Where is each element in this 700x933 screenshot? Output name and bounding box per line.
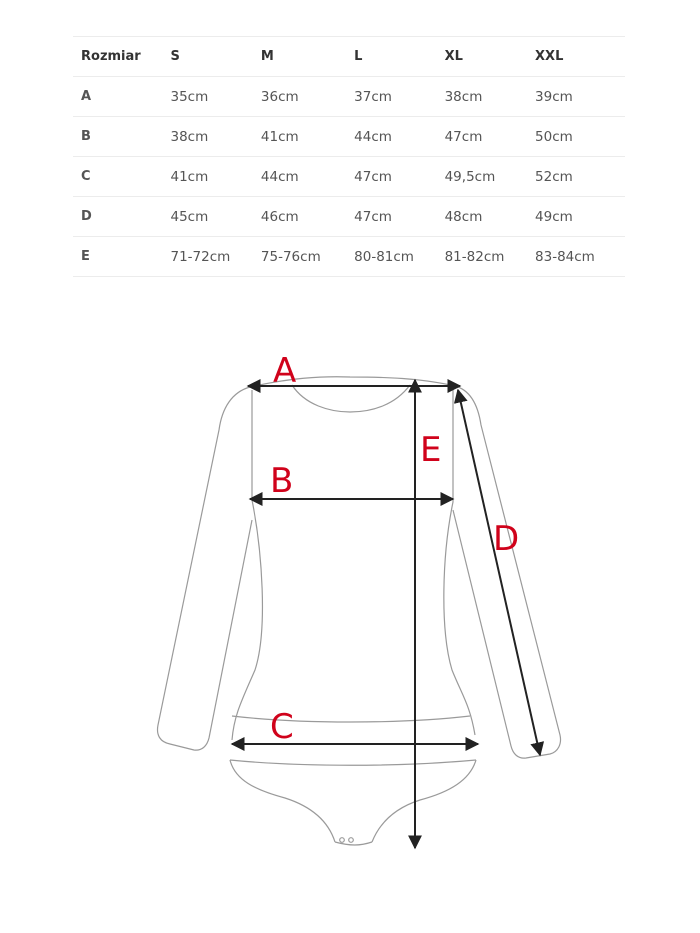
measurement-arrows (232, 380, 540, 848)
table-cell: 49,5cm (437, 157, 527, 197)
arrow-d (458, 390, 540, 755)
row-label: C (73, 157, 162, 197)
row-label: E (73, 237, 162, 277)
label-c: C (270, 707, 294, 747)
table-row (73, 157, 625, 197)
table-cell: 48cm (437, 197, 527, 237)
header-m: M (253, 37, 346, 77)
table-cell: 38cm (162, 117, 252, 157)
header-s: S (162, 37, 252, 77)
label-e: E (420, 430, 442, 470)
table-cell: 49cm (527, 197, 625, 237)
label-d: D (493, 519, 520, 559)
header-xl: XL (437, 37, 527, 77)
row-label: D (73, 197, 162, 237)
table-cell: 41cm (253, 117, 346, 157)
table-cell: 35cm (162, 77, 252, 117)
bodysuit-outline (158, 377, 561, 845)
table-cell: 47cm (346, 157, 436, 197)
header-size: Rozmiar (73, 37, 162, 77)
label-a: A (273, 351, 297, 391)
table-cell: 44cm (346, 117, 436, 157)
header-l: L (346, 37, 436, 77)
table-cell: 71-72cm (162, 237, 252, 277)
table-cell: 39cm (527, 77, 625, 117)
label-b: B (270, 461, 294, 501)
row-label: A (73, 77, 162, 117)
table-row (73, 117, 625, 157)
header-xxl: XXL (527, 37, 625, 77)
table-cell: 80-81cm (346, 237, 436, 277)
table-row (73, 237, 625, 277)
row-label: B (73, 117, 162, 157)
table-cell: 41cm (162, 157, 252, 197)
table-cell: 47cm (437, 117, 527, 157)
table-cell: 83-84cm (527, 237, 625, 277)
table-cell: 44cm (253, 157, 346, 197)
table-cell: 45cm (162, 197, 252, 237)
table-row (73, 77, 625, 117)
table-cell: 81-82cm (437, 237, 527, 277)
bodysuit-measurement-diagram (0, 330, 700, 870)
table-cell: 47cm (346, 197, 436, 237)
table-cell: 46cm (253, 197, 346, 237)
table-cell: 75-76cm (253, 237, 346, 277)
table-cell: 52cm (527, 157, 625, 197)
table-cell: 38cm (437, 77, 527, 117)
table-cell: 50cm (527, 117, 625, 157)
table-cell: 37cm (346, 77, 436, 117)
table-cell: 36cm (253, 77, 346, 117)
table-row (73, 197, 625, 237)
size-chart-table (73, 36, 625, 277)
table-header-row (73, 37, 625, 77)
